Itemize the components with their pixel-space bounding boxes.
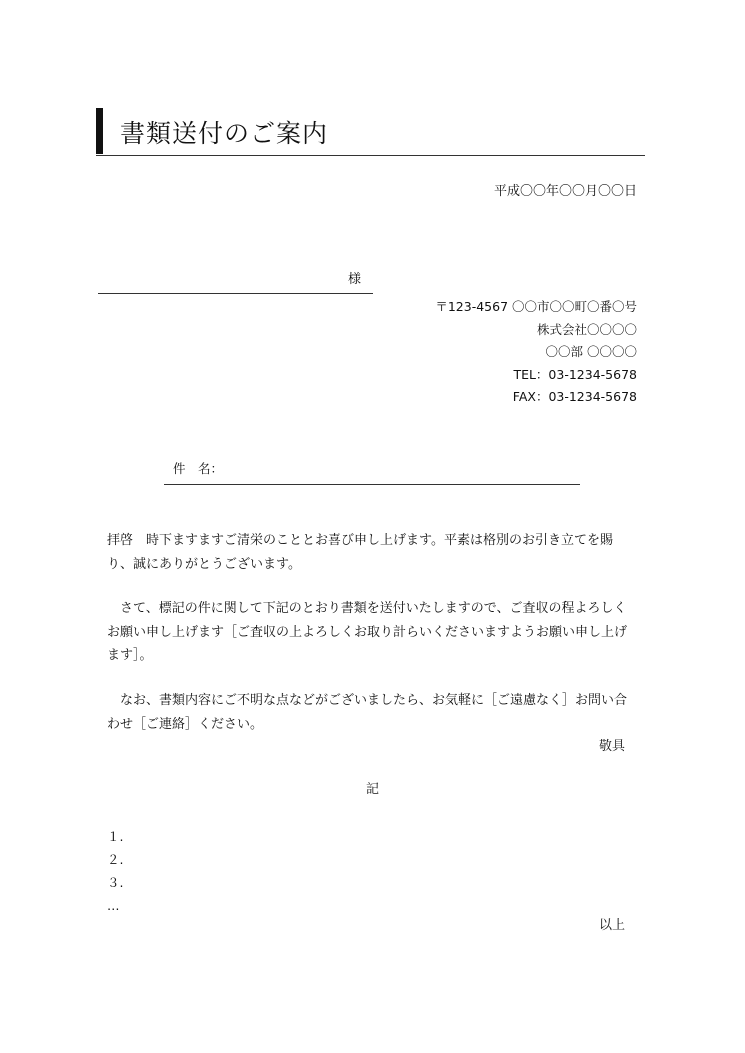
ki-heading: 記 — [366, 782, 380, 797]
subject-line — [164, 484, 580, 485]
list-item: １. — [107, 829, 124, 844]
sender-address: 〒123-4567 〇〇市〇〇町〇番〇号 — [435, 299, 637, 314]
title-underline — [96, 155, 645, 156]
document-title: 書類送付のご案内 — [120, 119, 329, 148]
item-list — [107, 825, 123, 917]
sender-tel: TEL：03-1234-5678 — [513, 366, 637, 382]
recipient-line — [98, 293, 373, 294]
title-accent-bar — [96, 108, 103, 154]
closing-keigu: 敬具 — [598, 739, 625, 754]
sender-company: 株式会社〇〇〇〇 — [536, 321, 637, 337]
sender-block — [435, 296, 637, 409]
sender-department: 〇〇部 〇〇〇〇 — [545, 344, 637, 359]
list-item: … — [107, 898, 120, 913]
recipient-honorific: 様 — [348, 272, 362, 287]
list-item: ２. — [107, 852, 124, 867]
subject-label: 件 名： — [173, 461, 224, 476]
end-ijo: 以上 — [598, 918, 625, 933]
paragraph-contact: なお、書類内容にご不明な点などがございましたら、お気軽に［ご遠慮なく］お問い合わせ［ご連絡］ください。 — [107, 693, 628, 732]
sender-fax: FAX：03-1234-5678 — [512, 389, 637, 404]
document-date: 平成〇〇年〇〇月〇〇日 — [493, 184, 637, 199]
paragraph-greeting: 拝啓 時下ますますご清栄のこととお喜び申し上げます。平素は格別のお引き立てを賜り、誠にありがとうございます。 — [107, 533, 613, 572]
list-item: ３. — [107, 875, 124, 890]
paragraph-main: さて、標記の件に関して下記のとおり書類を送付いたしますので、ご査収の程よろしくお願い申し上げます［ご査収の上よろしくお取り計らいくださいますようお願い申し上げます］。 — [107, 601, 628, 663]
